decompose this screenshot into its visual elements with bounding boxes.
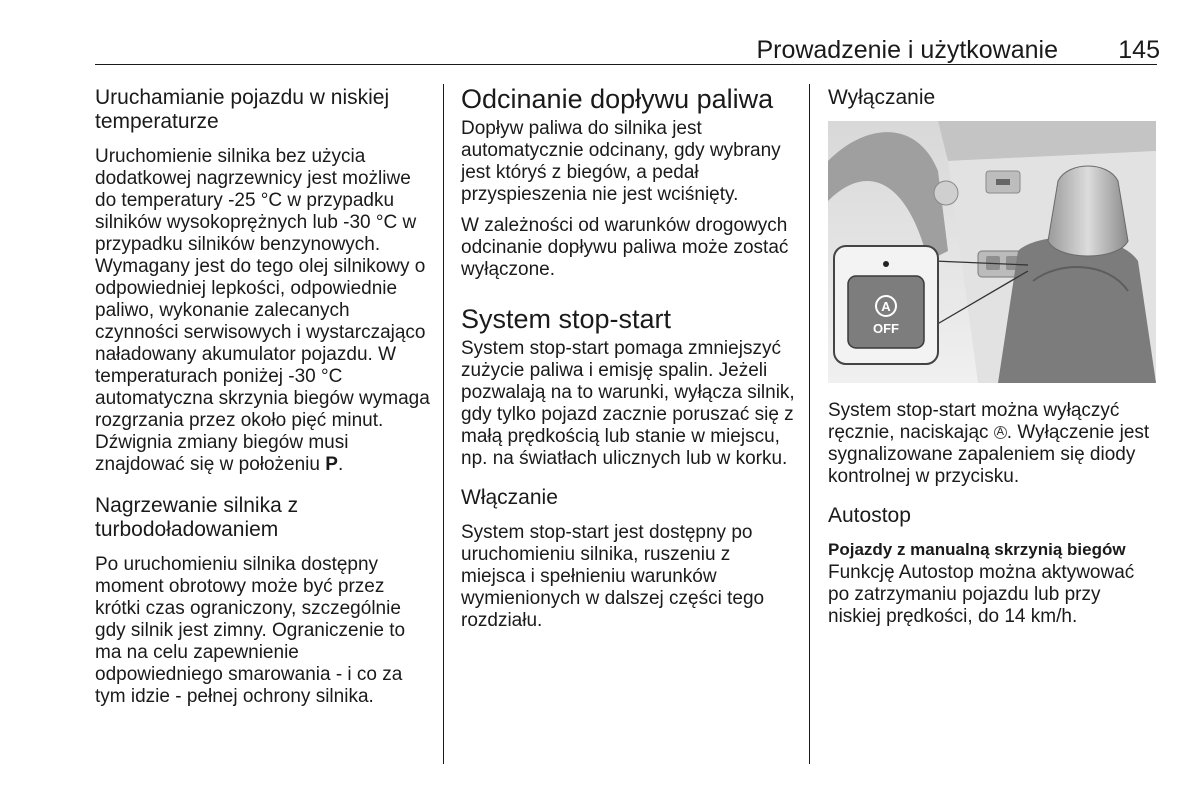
heading-cold-start: Uruchamianie pojazdu w niskiej temperaturze: [95, 86, 390, 133]
indicator-led: [883, 261, 889, 267]
button-off-label: OFF: [873, 321, 899, 336]
paragraph-cold-start: [95, 146, 430, 476]
heading-turbo-warmup: Nagrzewanie silnika z turbodoładowaniem: [95, 494, 299, 541]
column-divider-right: [809, 84, 810, 764]
paragraph-enabling: System stop-start jest dostępny po uruchomieniu silnika, ruszeniu z miejsca i spełnieniu warunków wymienionych w dalszej części tego rozdziału.: [461, 522, 765, 631]
section-title-stop-start: System stop-start: [461, 304, 672, 334]
subheading-manual-gearbox: Pojazdy z manualną skrzynią biegów: [828, 540, 1126, 559]
heading-disabling: Wyłączanie: [828, 86, 936, 109]
column-1: [95, 84, 430, 708]
paragraph-cold-start-end: .: [337, 454, 344, 475]
heading-enabling: Włączanie: [461, 486, 558, 509]
paragraph-fuel-cutoff-1: Dopływ paliwa do silnika jest automatycznie odcinany, gdy wybrany jest któryś z biegów, a pedał przyspieszenia nie jest wciśnięty.: [461, 118, 781, 205]
page-number: 145: [1118, 36, 1160, 64]
paragraph-autostop: Funkcję Autostop można aktywować po zatrzymaniu pojazdu lub przy niskiej prędkości, do 14 km/h.: [828, 562, 1135, 627]
paragraph-fuel-cutoff-2: W zależności od warunków drogowych odcinanie dopływu paliwa może zostać wyłączone.: [461, 215, 789, 280]
button-symbol: A: [881, 299, 891, 314]
paragraph-disabling-text-a: System stop-start można wyłączyć ręcznie, naciskając: [828, 400, 1120, 443]
column-2: [461, 84, 796, 632]
header-rule: [95, 64, 1157, 65]
section-title-fuel-cutoff: Odcinanie dopływu paliwa: [461, 84, 774, 114]
heading-autostop: Autostop: [828, 504, 911, 527]
gear-lever-illustration: [828, 121, 1156, 383]
paragraph-disabling-text-b: . Wyłączenie jest sygnalizowane zapaleniem się diody kontrolnej w przycisku.: [828, 422, 1150, 487]
column-divider-left: [443, 84, 444, 764]
paragraph-cold-start-text: Uruchomienie silnika bez użycia dodatkowej nagrzewnicy jest możliwe do temperatury -25 °C w przypadku silników wysokoprężnych lub -30 °C w przypadku silników benzynowych. Wymagany jest do tego olej silnikowy o odpowiedniej lepkości, odpowiednie paliwo, wykonanie zalecanych czynności serwisowych i wystarczająco naładowany akumulator pojazdu. W temperaturach poniżej -30 °C automatyczna skrzynia biegów wymaga rozgrzania przez około pięć minut. Dźwignia zmiany biegów musi znajdować się w położeniu: [95, 146, 430, 475]
gear-position-p: P: [325, 454, 338, 475]
paragraph-disabling: [828, 400, 1158, 488]
gear-lever-photo: [828, 121, 1156, 383]
paragraph-stop-start: System stop-start pomaga zmniejszyć zużycie paliwa i emisję spalin. Jeżeli pozwalają na to warunki, wyłącza silnik, gdy tylko pojazd zacznie poruszać się z małą prędkością lub stanie w miejscu, np. na światłach ulicznych lub w korku.: [461, 338, 795, 469]
paragraph-turbo-warmup: Po uruchomieniu silnika dostępny moment obrotowy może być przez krótki czas ograniczony, szczególnie gdy silnik jest zimny. Ograniczenie to ma na celu zapewnienie odpowiedniego smarowania - i co za tym idzie - pełnej ochrony silnika.: [95, 554, 406, 707]
running-header-title: Prowadzenie i użytkowanie: [756, 36, 1058, 64]
column-3: [828, 84, 1158, 110]
column-3-body: [828, 400, 1158, 628]
stop-start-icon: A: [994, 426, 1007, 439]
